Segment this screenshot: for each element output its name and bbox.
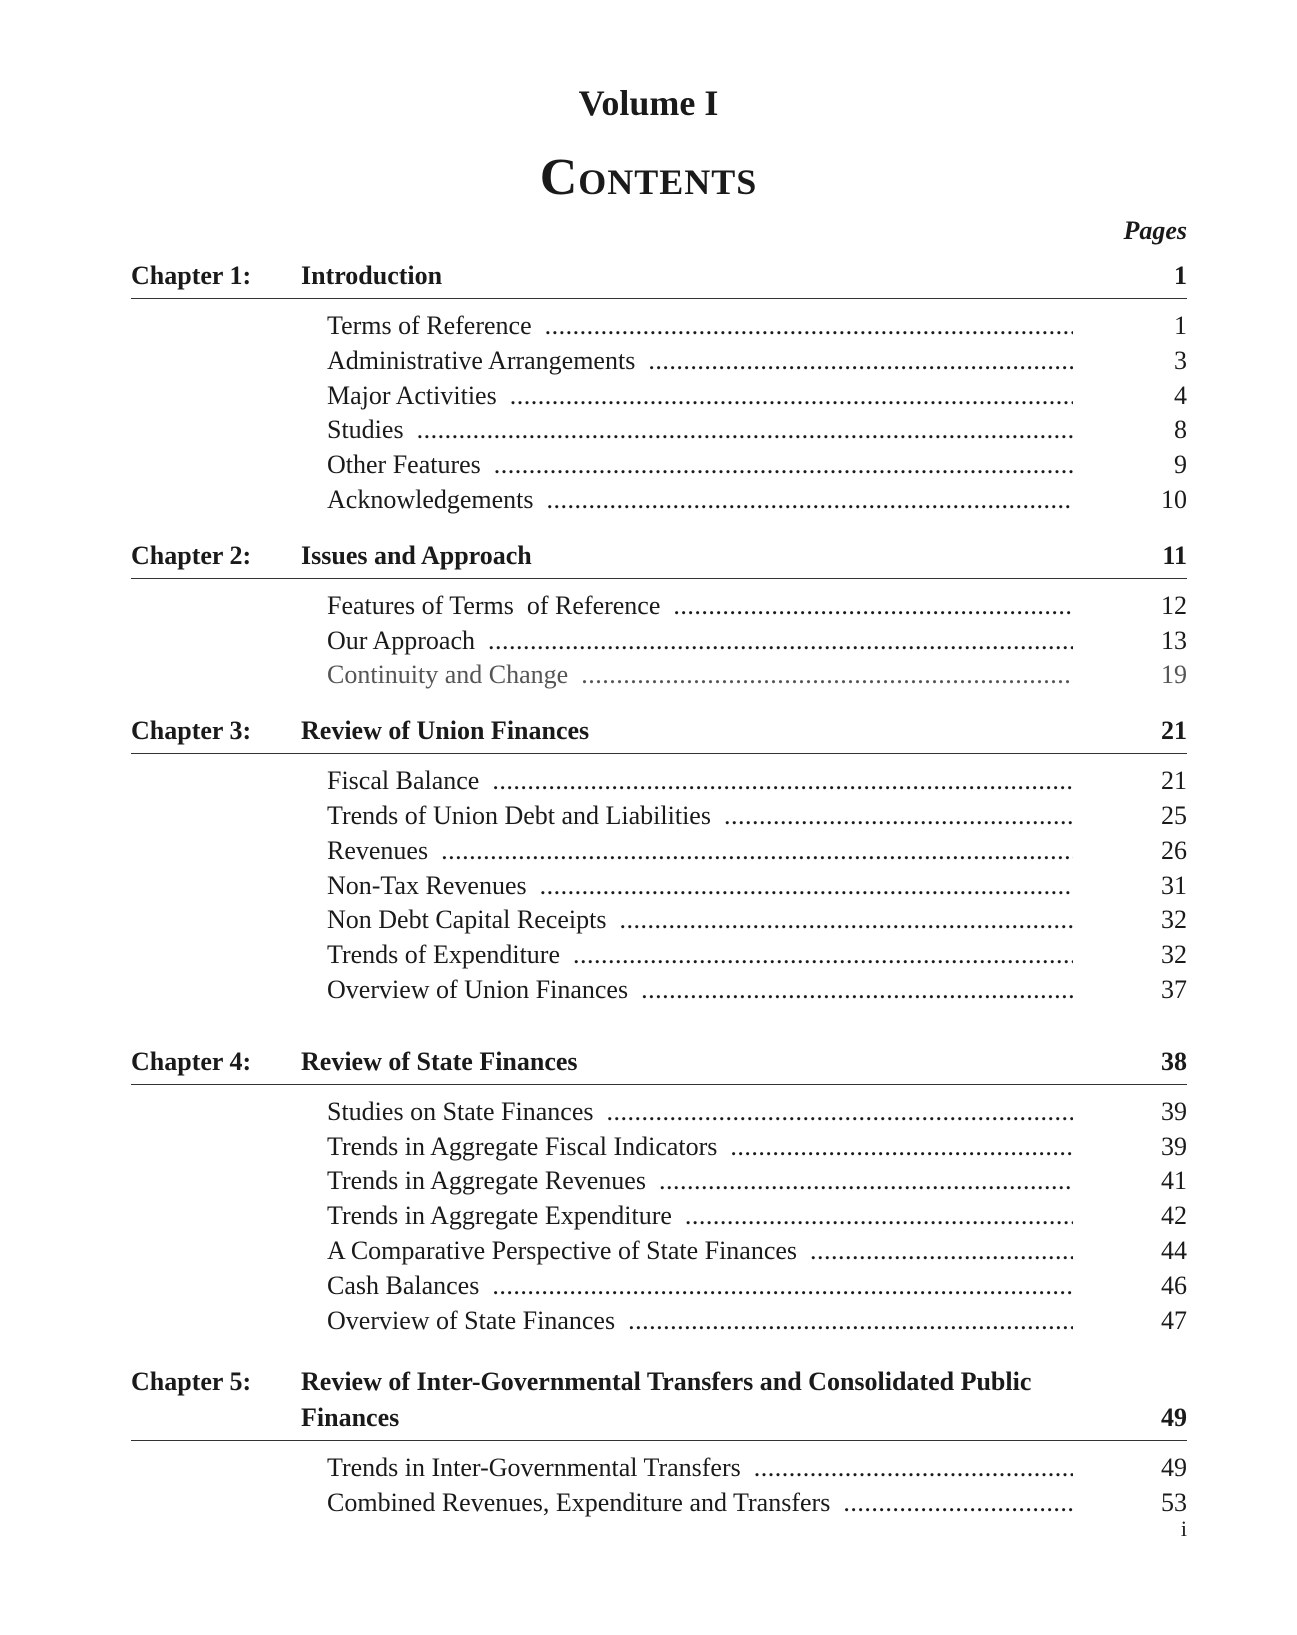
toc-entry[interactable]: [131, 344, 1187, 379]
toc-entry[interactable]: [131, 764, 1187, 799]
toc-entry[interactable]: [131, 483, 1187, 518]
entry-title: A Comparative Perspective of State Finances .....: [327, 1234, 1073, 1269]
entry-title: Major Activities .....: [327, 379, 1073, 414]
entry-title: Administrative Arrangements .....: [327, 344, 1073, 379]
chapter-number: Chapter 2:: [131, 540, 252, 570]
chapter-number: Chapter 1:: [131, 261, 252, 290]
entry-page-number: 10: [1161, 484, 1187, 514]
chapter-2: [131, 538, 1187, 693]
toc-entry[interactable]: [131, 973, 1187, 1008]
volume-title: Volume I: [578, 83, 719, 123]
chapter-title: Issues and Approach: [301, 540, 532, 570]
entry-page-number: 19: [1161, 660, 1187, 690]
entry-page-number: 13: [1161, 625, 1187, 655]
entry-page-number: 39: [1161, 1131, 1187, 1161]
toc-entry[interactable]: [131, 1451, 1187, 1486]
toc-entry[interactable]: [131, 658, 1187, 693]
entry-title: Trends of Union Debt and Liabilities .....: [327, 799, 1073, 834]
entry-title: Continuity and Change .....: [327, 658, 1073, 693]
entry-title: Trends in Aggregate Revenues .....: [327, 1164, 1073, 1199]
chapter-number: Chapter 5:: [131, 1367, 252, 1397]
toc-entry[interactable]: [131, 1130, 1187, 1165]
entry-title: Studies on State Finances .....: [327, 1095, 1073, 1130]
entry-page-number: 41: [1161, 1166, 1187, 1196]
chapter-page-number: 49: [1161, 1403, 1187, 1433]
toc-entry[interactable]: [131, 799, 1187, 834]
chapter-title: Introduction: [301, 261, 443, 290]
chapter-title: Review of Inter-Governmental Transfers and Consolidated Public Finances: [301, 1367, 1032, 1433]
chapter-page-number: 38: [1161, 1046, 1187, 1076]
pages-column-label: Pages: [1123, 216, 1187, 245]
toc-entry[interactable]: [131, 379, 1187, 414]
entry-title: Trends of Expenditure .....: [327, 938, 1073, 973]
entry-title: Trends in Aggregate Fiscal Indicators .....: [327, 1130, 1073, 1165]
entry-page-number: 8: [1174, 415, 1187, 445]
entry-page-number: 3: [1174, 345, 1187, 375]
entry-page-number: 49: [1161, 1453, 1187, 1483]
chapter-entries: [131, 754, 1187, 1008]
entry-page-number: 9: [1174, 450, 1187, 480]
chapter-heading[interactable]: [131, 1044, 1187, 1085]
chapter-entries: [131, 1085, 1187, 1339]
entry-page-number: 25: [1161, 800, 1187, 830]
entry-title: Cash Balances .....: [327, 1269, 1073, 1304]
entry-page-number: 31: [1161, 870, 1187, 900]
chapter-heading[interactable]: [131, 713, 1187, 754]
entry-page-number: 39: [1161, 1096, 1187, 1126]
toc-entry[interactable]: [131, 938, 1187, 973]
toc-entry[interactable]: [131, 448, 1187, 483]
chapter-heading[interactable]: [131, 1364, 1187, 1441]
entry-page-number: 42: [1161, 1201, 1187, 1231]
entry-title: Trends in Inter-Governmental Transfers .....: [327, 1451, 1073, 1486]
entry-page-number: 4: [1174, 380, 1187, 410]
toc-entry[interactable]: [131, 624, 1187, 659]
chapter-heading[interactable]: [131, 538, 1187, 579]
toc-entry[interactable]: [131, 869, 1187, 904]
entry-title: Our Approach .....: [327, 624, 1073, 659]
chapter-1: [131, 258, 1187, 518]
contents-title: Contents: [539, 149, 758, 206]
entry-title: Trends in Aggregate Expenditure .....: [327, 1199, 1073, 1234]
chapter-page-number: 1: [1174, 261, 1187, 290]
entry-page-number: 26: [1161, 835, 1187, 865]
toc-entry[interactable]: [131, 1304, 1187, 1339]
page-folio: i: [1180, 1516, 1187, 1541]
chapter-5: [131, 1364, 1187, 1521]
chapter-number: Chapter 3:: [131, 716, 252, 746]
entry-title: Overview of State Finances .....: [327, 1304, 1073, 1339]
chapter-number: Chapter 4:: [131, 1046, 252, 1076]
toc-entry[interactable]: [131, 1234, 1187, 1269]
toc-entry[interactable]: [131, 589, 1187, 624]
entry-page-number: 44: [1161, 1235, 1187, 1265]
toc-entry[interactable]: [131, 1269, 1187, 1304]
toc-entry[interactable]: [131, 903, 1187, 938]
entry-page-number: 46: [1161, 1270, 1187, 1300]
entry-page-number: 32: [1161, 940, 1187, 970]
entry-page-number: 37: [1161, 974, 1187, 1004]
entry-title: Other Features .....: [327, 448, 1073, 483]
chapter-title: Review of Union Finances: [301, 716, 590, 746]
entry-title: Fiscal Balance .....: [327, 764, 1073, 799]
entry-title: Non Debt Capital Receipts .....: [327, 903, 1073, 938]
chapter-entries: [131, 579, 1187, 693]
entry-page-number: 1: [1174, 311, 1187, 340]
entry-title: Revenues .....: [327, 834, 1073, 869]
chapter-3: [131, 713, 1187, 1008]
chapter-title: Review of State Finances: [301, 1046, 578, 1076]
toc-entry[interactable]: [131, 413, 1187, 448]
entry-page-number: 53: [1161, 1488, 1187, 1518]
chapter-4: [131, 1044, 1187, 1339]
entry-title: Combined Revenues, Expenditure and Transfers .....: [327, 1486, 1073, 1521]
entry-title: Acknowledgements .....: [327, 483, 1073, 518]
chapter-page-number: 21: [1161, 716, 1187, 746]
entry-title: Overview of Union Finances .....: [327, 973, 1073, 1008]
entry-title: Studies .....: [327, 413, 1073, 448]
entry-page-number: 21: [1161, 766, 1187, 796]
entry-title: Features of Terms of Reference .....: [327, 589, 1073, 624]
entry-title: Terms of Reference .....: [327, 309, 1073, 344]
chapter-heading[interactable]: [131, 258, 1187, 299]
entry-page-number: 12: [1161, 590, 1187, 620]
chapter-entries: [131, 1441, 1187, 1521]
chapter-page-number: 11: [1162, 540, 1187, 570]
table-of-contents: [131, 258, 1187, 1521]
chapter-entries: [131, 299, 1187, 518]
toc-entry[interactable]: [131, 1486, 1187, 1521]
toc-entry[interactable]: [131, 1164, 1187, 1199]
toc-entry[interactable]: [131, 834, 1187, 869]
entry-page-number: 32: [1161, 905, 1187, 935]
entry-page-number: 47: [1161, 1305, 1187, 1335]
entry-title: Non-Tax Revenues .....: [327, 869, 1073, 904]
toc-entry[interactable]: [131, 1095, 1187, 1130]
toc-entry[interactable]: [131, 309, 1187, 344]
toc-entry[interactable]: [131, 1199, 1187, 1234]
